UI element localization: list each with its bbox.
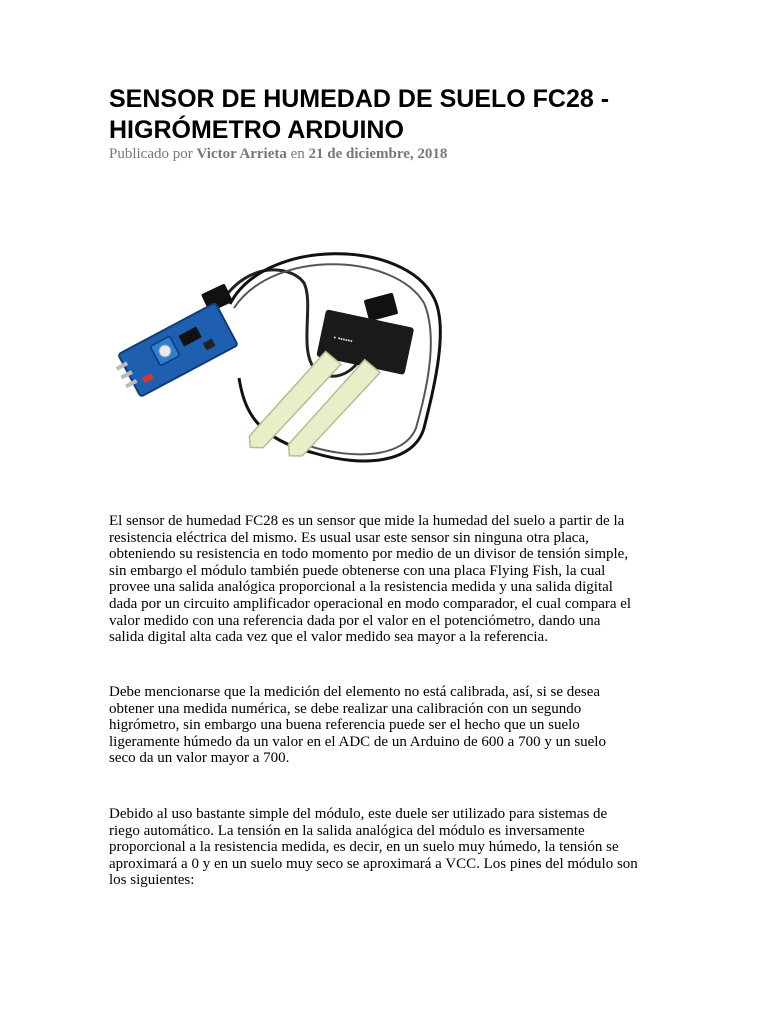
p1-line: El sensor de humedad FC28 es un sensor que mide la humedad del suelo a partir de la <box>109 513 625 529</box>
p2-line: seco da un valor mayor a 700. <box>109 750 290 767</box>
p1-line: valor medido con una referencia dada por el valor en el potenciómetro, dando una <box>109 612 601 629</box>
title-line-1: SENSOR DE HUMEDAD DE SUELO FC28 - <box>109 85 610 113</box>
publish-date: 21 de diciembre, 2018 <box>308 146 448 162</box>
fc28-sensor-illustration <box>104 178 484 494</box>
p1-line: obteniendo su resistencia en todo momento por medio de un divisor de tensión simple, <box>109 546 629 563</box>
p1-line: dada por un circuito amplificador operacional en modo comparador, el cual compara el <box>109 595 632 612</box>
byline <box>109 145 447 163</box>
p3-line: los siguientes: <box>109 872 195 889</box>
byline-connector: en <box>290 146 305 162</box>
p1-line: resistencia eléctrica del mismo. Es usual usar este sensor sin ninguna otra placa, <box>109 529 589 546</box>
sensor-photo <box>104 178 484 494</box>
p2-line: higrómetro, sin embargo una buena referencia puede ser el hecho que un suelo <box>109 717 580 734</box>
article-title <box>109 84 709 146</box>
byline-prefix: Publicado por <box>109 146 193 162</box>
svg-text:▪ ▪▪▪▪▪▪: ▪ ▪▪▪▪▪▪ <box>332 334 354 346</box>
p3-line: proporcional a la resistencia medida, es decir, en un suelo muy húmedo, la tensión se <box>109 839 619 856</box>
author-name: Victor Arrieta <box>196 146 287 162</box>
title-line-2: HIGRÓMETRO ARDUINO <box>109 116 404 144</box>
p3-line: Debido al uso bastante simple del módulo, este duele ser utilizado para sistemas de <box>109 806 608 822</box>
p1-line: sin embargo el módulo también puede obtenerse con una placa Flying Fish, la cual <box>109 562 606 579</box>
paragraph-2 <box>109 684 669 767</box>
paragraph-3 <box>109 806 669 889</box>
p2-line: Debe mencionarse que la medición del elemento no está calibrada, así, si se desea <box>109 684 601 700</box>
p3-line: riego automático. La tensión en la salida analógica del módulo es inversamente <box>109 822 585 839</box>
p3-line: aproximará a 0 y en un suelo muy seco se aproximará a VCC. Los pines del módulo son <box>109 855 638 872</box>
p2-line: ligeramente húmedo da un valor en el ADC de un Arduino de 600 a 700 y un suelo <box>109 733 606 750</box>
p2-line: obtener una medida numérica, se debe realizar una calibración con un segundo <box>109 700 582 717</box>
paragraph-1 <box>109 513 669 646</box>
p1-line: salida digital alta cada vez que el valor medido sea mayor a la referencia. <box>109 629 548 646</box>
p1-line: provee una salida analógica proporcional a la resistencia medida y una salida digital <box>109 579 613 596</box>
